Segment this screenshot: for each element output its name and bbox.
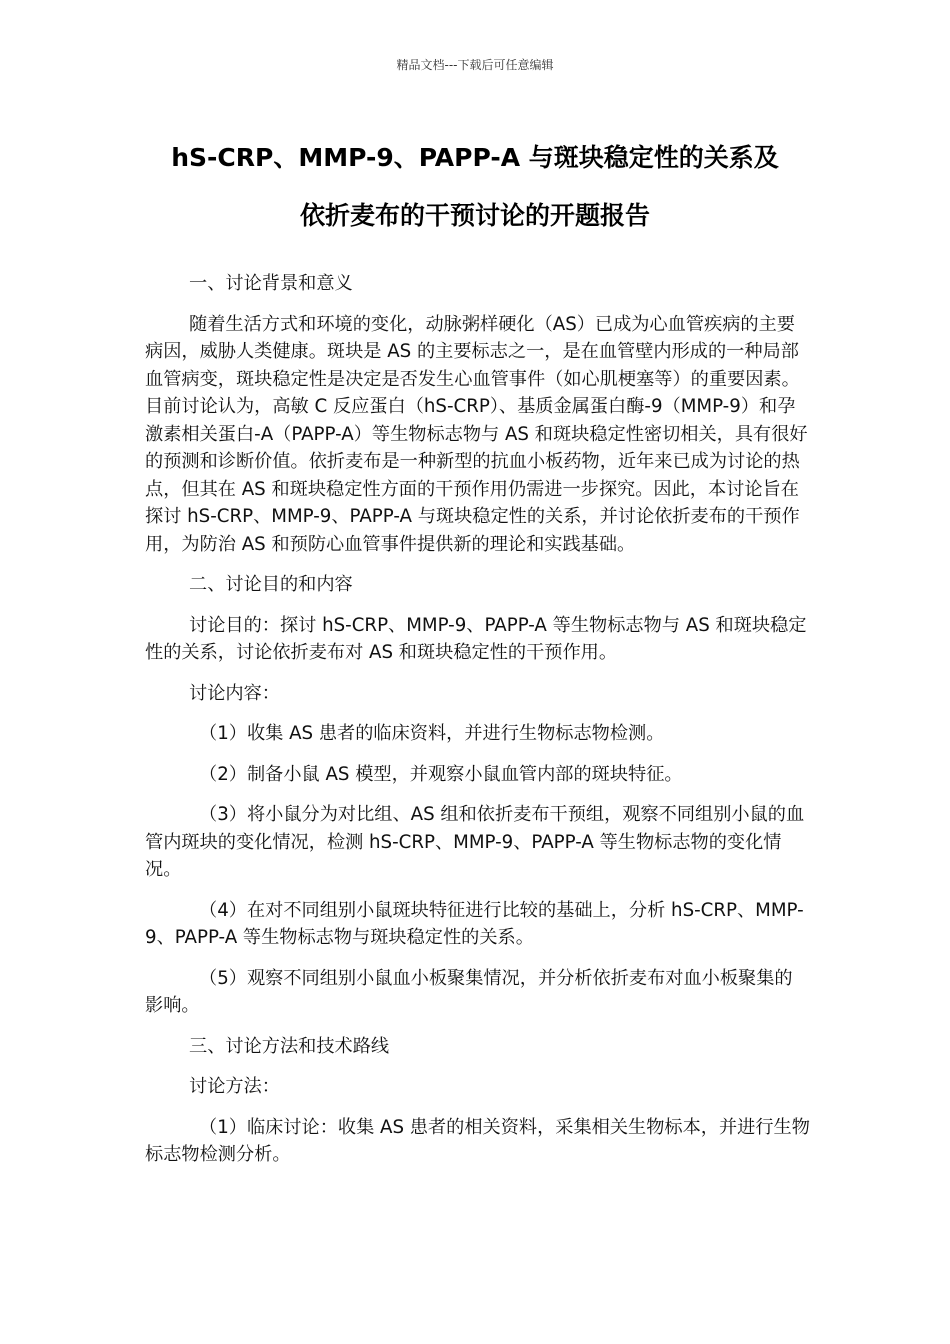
- list-item-2: （2）制备小鼠 AS 模型，并观察小鼠血管内部的斑块特征。: [199, 763, 683, 785]
- method-item-1: （1）临床讨论：收集 AS 患者的相关资料，采集相关生物标本，并进行生物标志物检测分析。: [145, 1116, 810, 1165]
- section-heading-purpose: 二、讨论目的和内容: [189, 574, 353, 595]
- paragraph-content-label: 讨论内容：: [189, 682, 280, 704]
- section-heading-background: 一、讨论背景和意义: [189, 273, 353, 294]
- list-item-3: （3）将小鼠分为对比组、AS 组和依折麦布干预组，观察不同组别小鼠的血管内斑块的变化情况，检测 hS-CRP、MMP-9、PAPP-A 等生物标志物的变化情况。: [145, 804, 805, 880]
- list-item-4: （4）在对不同组别小鼠斑块特征进行比较的基础上，分析 hS-CRP、MMP-9、PAPP-A 等生物标志物与斑块稳定性的关系。: [145, 899, 804, 948]
- header-note: 精品文档---下载后可任意编辑: [396, 58, 554, 72]
- paragraph-purpose: 讨论目的：探讨 hS-CRP、MMP-9、PAPP-A 等生物标志物与 AS 和斑块稳定性的关系，讨论依折麦布对 AS 和斑块稳定性的干预作用。: [145, 614, 807, 663]
- document-body: [145, 270, 810, 1182]
- document-title-line-1: hS-CRP、MMP-9、PAPP-A 与斑块稳定性的关系及: [171, 143, 779, 172]
- paragraph-methods-label: 讨论方法：: [189, 1076, 280, 1097]
- list-item-5: （5）观察不同组别小鼠血小板聚集情况，并分析依折麦布对血小板聚集的影响。: [145, 967, 793, 1016]
- section-heading-methods: 三、讨论方法和技术路线: [189, 1035, 390, 1057]
- paragraph-background: 随着生活方式和环境的变化，动脉粥样硬化（AS）已成为心血管疾病的主要病因，威胁人类健康。斑块是 AS 的主要标志之一，是在血管壁内形成的一种局部血管病变，斑块稳定性是决定是否发生心血管事件（如心肌梗塞等）的重要因素。目前讨论认为，高敏 C 反应蛋白（hS-CRP）、基质金属蛋白酶-9（MMP-9）和孕激素相关蛋白-A（PAPP-A）等生物标志物与 AS 和斑块稳定性密切相关，具有很好的预测和诊断价值。依折麦布是一种新型的抗血小板药物，近年来已成为讨论的热点，但其在 AS 和斑块稳定性方面的干预作用仍需进一步探究。因此，本讨论旨在探讨 hS-CRP、MMP-9、PAPP-A 与斑块稳定性的关系，并讨论依折麦布的干预作用，为防治 AS 和预防心血管事件提供新的理论和实践基础。: [145, 313, 808, 555]
- list-item-1: （1）收集 AS 患者的临床资料，并进行生物标志物检测。: [199, 723, 665, 744]
- document-title-line-2: 依折麦布的干预讨论的开题报告: [299, 201, 650, 230]
